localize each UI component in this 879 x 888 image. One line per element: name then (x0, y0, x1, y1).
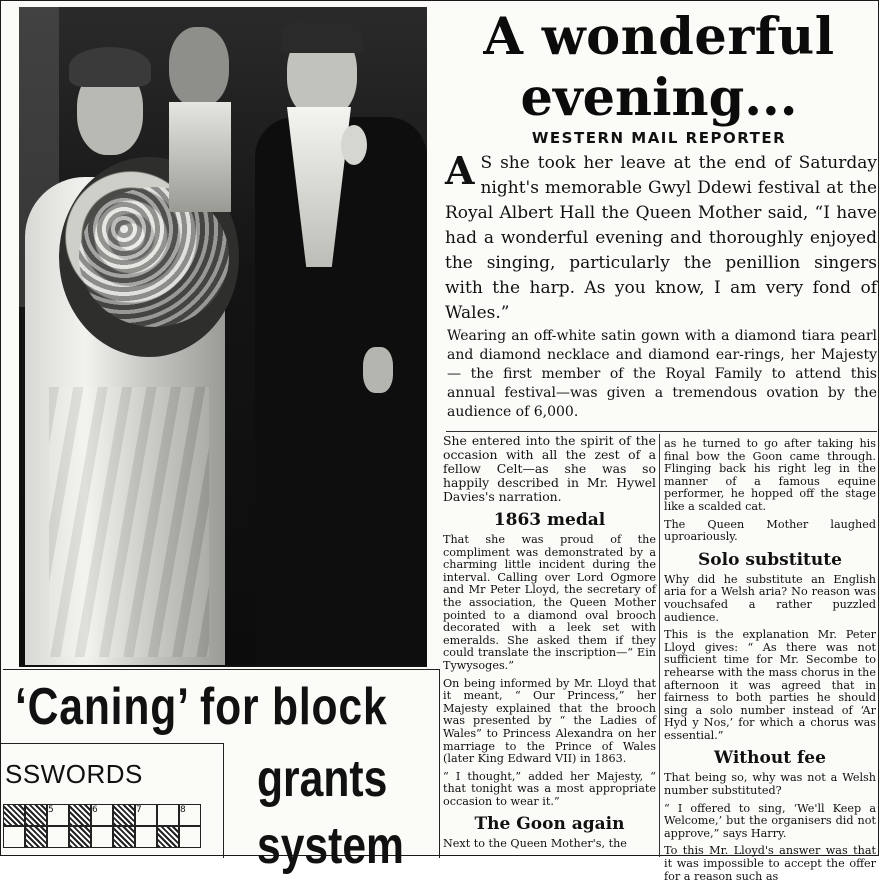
col1-paragraph: Next to the Queen Mother's, the (443, 837, 627, 851)
crosswords-title: SSWORDS (5, 759, 143, 789)
crossword-cell (69, 826, 91, 848)
crossword-cell (157, 826, 179, 848)
drop-cap: A (445, 148, 475, 193)
lead-paragraph (445, 148, 877, 326)
crossword-cell (25, 826, 47, 848)
caning-headline-line-1: ‘Caning’ for block (15, 678, 388, 736)
crossword-number: 6 (92, 805, 98, 815)
col1-paragraph: “ I thought,” added her Majesty, “ that tonight was a most appropriate occasion to wear it.” (443, 769, 656, 808)
crossword-cell (157, 804, 179, 826)
article-column-2 (664, 438, 876, 888)
crossword-cell (113, 804, 135, 826)
col2-paragraph: This is the explanation Mr. Peter Lloyd gives: “ As there was not sufficient time for Mr. Secombe to rehearse with the mass chorus in the afternoon it was agreed that in fairness to both parties he should sing a solo number instead of ‘Ar Hyd y Nos,’ for which a chorus was essential.” (664, 628, 876, 742)
col2-paragraph: as he turned to go after taking his final bow the Goon came through. Flinging back his right leg in the manner of a famous equine performer, he hopped off the stage like a scalded cat. (664, 437, 876, 513)
crossword-cell (91, 804, 113, 826)
caning-headline-line-3: system (257, 817, 404, 875)
crossword-cell (3, 826, 25, 848)
col2-paragraph: “ I offered to sing, ‘We'll Keep a Welcome,’ but the organisers did not approve,” says Harry. (664, 801, 876, 840)
column-rule-horizontal (446, 431, 877, 432)
caning-headline-line-2: grants (257, 750, 388, 808)
crossword-number: 8 (180, 805, 186, 815)
crossword-cell (47, 804, 69, 826)
col2-paragraph: That being so, why was not a Welsh number substituted? (664, 771, 876, 798)
royal-photograph (19, 7, 427, 667)
subhead-1863-medal: 1863 medal (493, 510, 606, 530)
crossword-cell (135, 826, 157, 848)
col1-paragraph: That she was proud of the compliment was demonstrated by a charming little incident during the interval. Calling over Lord Ogmore and Mr Peter Lloyd, the secretary of the association, the Queen Mother pointed to a diamond oval brooch decorated with a leek set with emeralds. She asked them if they could translate the inscription—“ Ein Tywysoges.” (443, 533, 656, 672)
crossword-cell (179, 804, 201, 826)
crossword-cell (3, 804, 25, 826)
crossword-number: 7 (136, 805, 142, 815)
lead-text: S she took her leave at the end of Saturday night's memorable Gwyl Ddewi festival at the Royal Albert Hall the Queen Mother said, “I have had a wonderful evening and thoroughly enjoyed the singing, particularly the penillion singers with the harp. As you know, I am very fond of Wales.” (445, 153, 877, 323)
col1-paragraph: On being informed by Mr. Lloyd that it meant, “ Our Princess,” her Majesty explained that the brooch was presented by “ the Ladies of Wales” to Princess Alexandra on her marriage to the Prince of Wales (later King Edward VII) in 1863. (443, 676, 656, 766)
subhead-solo-substitute: Solo substitute (698, 549, 842, 570)
byline: WESTERN MAIL REPORTER (531, 129, 787, 147)
crossword-cell (47, 826, 69, 848)
headline-line-2: evening... (520, 68, 798, 128)
subhead-goon-again: The Goon again (474, 814, 625, 835)
crossword-cell (135, 804, 157, 826)
col2-paragraph: To this Mr. Lloyd's answer was that it was impossible to accept the offer for a reason such as (664, 844, 876, 883)
subhead-without-fee: Without fee (714, 748, 826, 769)
crossword-number: 5 (48, 805, 54, 815)
article-column-1 (443, 434, 656, 856)
column-rule-vertical (659, 434, 660, 857)
col2-paragraph: Why did he substitute an English aria for a Welsh aria? No reason was vouchsafed a rather puzzled audience. (664, 572, 876, 624)
second-paragraph: Wearing an off-white satin gown with a diamond tiara pearl and diamond necklace and diamond ear-rings, her Majesty — the first member of the Royal Family to attend this annual festival—was given a tremendous ovation by the audience of 6,000. (447, 328, 877, 420)
crossword-cell (25, 804, 47, 826)
crossword-cell (179, 826, 201, 848)
crossword-cell (113, 826, 135, 848)
headline-line-1: A wonderful (483, 7, 835, 67)
col1-paragraph: She entered into the spirit of the occasion with all the zest of a fellow Celt—as she was so happily described in Mr. Hywel Davies's narration. (443, 433, 656, 504)
crossword-cell (69, 804, 91, 826)
crossword-cell (91, 826, 113, 848)
col2-paragraph: The Queen Mother laughed uproariously. (664, 517, 876, 544)
